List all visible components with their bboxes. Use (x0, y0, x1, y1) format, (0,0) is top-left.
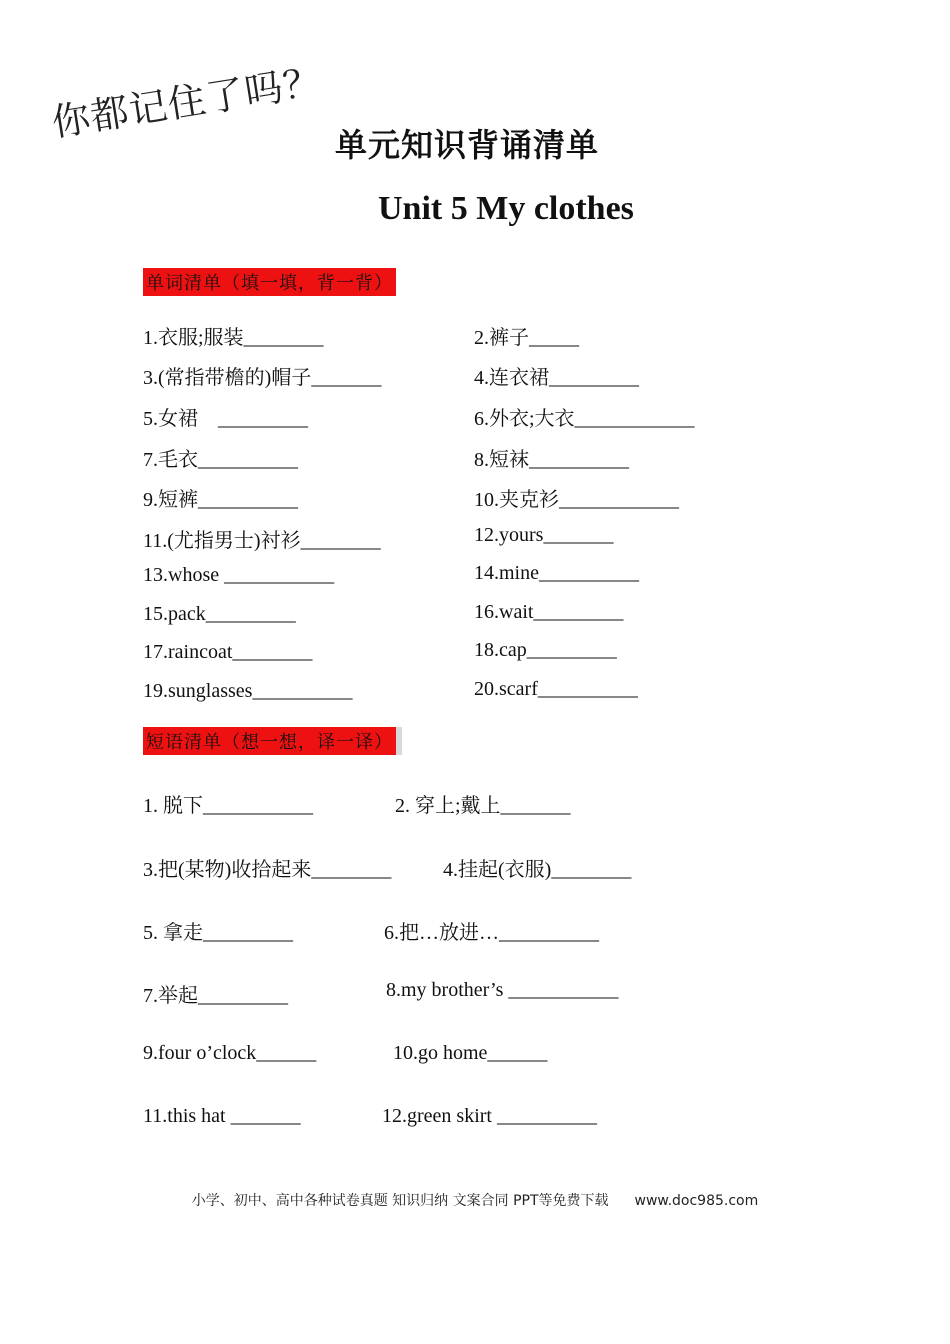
word-item: 1.衣服;服装________ (143, 327, 324, 349)
phrase-item: 12.green skirt __________ (382, 1105, 597, 1127)
word-item: 16.wait_________ (474, 601, 624, 623)
phrase-item: 11.this hat _______ (143, 1105, 301, 1127)
section-heading-phrases: 短语清单（想一想，译一译） (143, 727, 396, 755)
word-item: 12.yours_______ (474, 524, 614, 546)
slogan-handwritten: 你都记住了吗？ (48, 58, 326, 146)
phrase-item: 6.把…放进…__________ (384, 922, 599, 944)
word-item: 17.raincoat________ (143, 641, 313, 663)
phrase-item: 2. 穿上;戴上_______ (395, 795, 571, 817)
word-item: 11.(尤指男士)衬衫________ (143, 530, 381, 552)
section-heading-words: 单词清单（填一填，背一背） (143, 268, 396, 296)
word-item: 4.连衣裙_________ (474, 367, 639, 389)
word-item: 15.pack_________ (143, 603, 296, 625)
phrase-item: 1. 脱下___________ (143, 795, 313, 817)
word-item: 10.夹克衫____________ (474, 489, 679, 511)
word-item: 6.外衣;大衣____________ (474, 408, 695, 430)
page-title-chinese: 单元知识背诵清单 (335, 126, 600, 164)
word-item: 7.毛衣__________ (143, 449, 298, 471)
footer-text: 小学、初中、高中各种试卷真题 知识归纳 文案合同 PPT等免费下载 (191, 1193, 609, 1209)
page-title-unit: Unit 5 My clothes (378, 190, 634, 227)
footer (0, 1190, 950, 1210)
phrase-item: 9.four o’clock______ (143, 1042, 317, 1064)
phrase-item: 4.挂起(衣服)________ (443, 859, 632, 881)
word-item: 13.whose ___________ (143, 564, 335, 586)
word-item: 2.裤子_____ (474, 327, 579, 349)
word-item: 14.mine__________ (474, 562, 639, 584)
word-item: 18.cap_________ (474, 639, 617, 661)
word-item: 8.短袜__________ (474, 449, 629, 471)
word-item: 5.女裙 _________ (143, 408, 308, 430)
phrase-item: 3.把(某物)收拾起来________ (143, 859, 392, 881)
word-item: 3.(常指带檐的)帽子_______ (143, 367, 382, 389)
phrase-item: 5. 拿走_________ (143, 922, 293, 944)
word-item: 20.scarf__________ (474, 678, 638, 700)
phrase-item: 7.举起_________ (143, 985, 288, 1007)
word-item: 19.sunglasses__________ (143, 680, 353, 702)
phrase-item: 10.go home______ (393, 1042, 548, 1064)
phrase-item: 8.my brother’s ___________ (386, 979, 619, 1001)
footer-url[interactable]: www.doc985.com (634, 1193, 759, 1209)
word-item: 9.短裤__________ (143, 489, 298, 511)
